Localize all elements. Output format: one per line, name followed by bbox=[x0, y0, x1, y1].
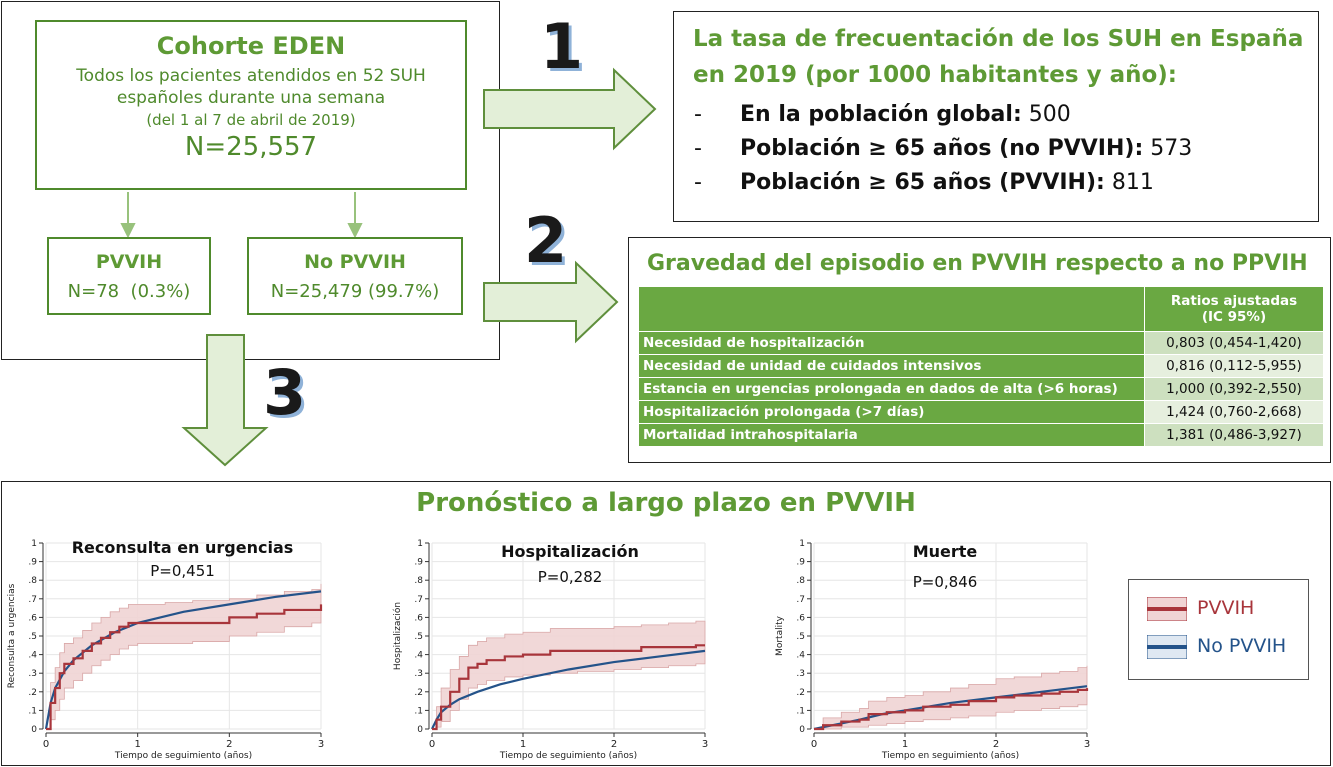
km-y-tick-label: .2 bbox=[28, 687, 37, 698]
km-y-tick-label: .9 bbox=[28, 557, 37, 568]
km-y-tick-label: 1 bbox=[417, 539, 423, 549]
km-x-tick-label: 3 bbox=[701, 739, 709, 750]
km-y-tick-label: .7 bbox=[414, 594, 423, 605]
km-ci-band-pvvih bbox=[46, 584, 321, 729]
severity-row-label: Estancia en urgencias prolongada en dados de alta (>6 horas) bbox=[639, 378, 1145, 401]
rate-item-1-value: 500 bbox=[1021, 102, 1071, 127]
km-x-tick-label: 0 bbox=[810, 739, 818, 750]
km-y-tick-label: .9 bbox=[796, 557, 805, 568]
severity-header-line1: Ratios ajustadas bbox=[1170, 293, 1298, 309]
rate-dash: - bbox=[694, 102, 702, 127]
cohort-desc-1: Todos los pacientes atendidos en 52 SUH bbox=[76, 66, 426, 86]
km-title-1: Reconsulta en urgencias bbox=[71, 538, 294, 557]
rate-title-2: en 2019 (por 1000 habitantes y año): bbox=[693, 62, 1177, 88]
severity-title: Gravedad del episodio en PVVIH respecto a no PPVIH bbox=[647, 251, 1308, 276]
km-x-axis-label: Tiempo en seguimiento (años) bbox=[881, 751, 1020, 761]
km-ci-band-pvvih bbox=[432, 621, 705, 729]
km-y-tick-label: .5 bbox=[796, 632, 805, 642]
km-x-tick-label: 1 bbox=[519, 739, 527, 750]
legend-swatch-no-pvvih bbox=[1147, 635, 1187, 659]
legend-label-no-pvvih: No PVVIH bbox=[1197, 635, 1287, 657]
severity-header-line2: (IC 95%) bbox=[1201, 309, 1267, 325]
km-title-2: Hospitalización bbox=[501, 542, 639, 561]
cohort-n: N=25,557 bbox=[184, 132, 318, 162]
severity-row-value: 1,000 (0,392-2,550) bbox=[1145, 378, 1324, 401]
km-y-tick-label: .6 bbox=[796, 613, 805, 624]
severity-row-value: 1,424 (0,760-2,668) bbox=[1145, 401, 1324, 424]
km-x-tick-label: 0 bbox=[42, 739, 50, 750]
severity-row-value: 1,381 (0,486-3,927) bbox=[1145, 424, 1324, 447]
km-y-axis-label: Hospitalización bbox=[393, 601, 403, 671]
km-y-tick-label: .7 bbox=[796, 594, 805, 605]
rate-item-2-label: Población ≥ 65 años (no PVVIH): bbox=[740, 136, 1144, 161]
km-x-tick-label: 2 bbox=[610, 739, 618, 750]
km-x-tick-label: 2 bbox=[992, 739, 1000, 750]
km-y-tick-label: .2 bbox=[796, 687, 805, 698]
km-y-tick-label: .5 bbox=[28, 632, 37, 642]
rate-item-3-value: 811 bbox=[1104, 170, 1154, 195]
step-number-2: 2 bbox=[524, 204, 568, 277]
km-x-tick-label: 3 bbox=[1083, 739, 1091, 750]
km-y-tick-label: .1 bbox=[796, 706, 805, 717]
km-y-tick-label: 1 bbox=[31, 539, 37, 549]
km-pvalue-2: P=0,282 bbox=[537, 568, 603, 586]
rate-item-1-label: En la población global: bbox=[740, 102, 1022, 127]
km-y-tick-label: .3 bbox=[28, 669, 37, 680]
severity-row-label: Necesidad de hospitalización bbox=[639, 332, 1145, 355]
km-title-3: Muerte bbox=[912, 542, 978, 561]
severity-row-value: 0,816 (0,112-5,955) bbox=[1145, 355, 1324, 378]
cohort-desc-2: españoles durante una semana bbox=[116, 88, 386, 108]
km-y-tick-label: .8 bbox=[414, 576, 423, 587]
km-y-tick-label: .1 bbox=[28, 706, 37, 717]
km-y-tick-label: .8 bbox=[796, 576, 805, 587]
km-x-tick-label: 1 bbox=[901, 739, 909, 750]
km-y-axis-label: Mortality bbox=[775, 616, 785, 656]
group-pvvih-name: PVVIH bbox=[95, 251, 163, 273]
group-no-pvvih-n: N=25,479 (99.7%) bbox=[270, 281, 440, 302]
cohort-title: Cohorte EDEN bbox=[156, 32, 346, 60]
severity-row-value: 0,803 (0,454-1,420) bbox=[1145, 332, 1324, 355]
km-x-tick-label: 2 bbox=[226, 739, 233, 750]
rate-dash: - bbox=[694, 136, 702, 161]
km-pvalue-1: P=0,451 bbox=[150, 562, 215, 580]
rate-item-3-label: Población ≥ 65 años (PVVIH): bbox=[740, 170, 1105, 195]
km-pvalue-3: P=0,846 bbox=[912, 573, 978, 591]
km-y-tick-label: 0 bbox=[417, 725, 423, 735]
km-y-tick-label: .9 bbox=[414, 557, 423, 568]
km-x-tick-label: 1 bbox=[134, 739, 141, 750]
legend-label-pvvih: PVVIH bbox=[1197, 597, 1255, 619]
step-number-1: 1 bbox=[540, 10, 584, 83]
severity-row-label: Mortalidad intrahospitalaria bbox=[639, 424, 1145, 447]
km-y-tick-label: .1 bbox=[414, 706, 423, 717]
km-y-tick-label: 0 bbox=[31, 725, 37, 735]
step-number-3: 3 bbox=[263, 356, 307, 429]
km-y-tick-label: .3 bbox=[414, 669, 423, 680]
km-y-tick-label: .4 bbox=[414, 650, 423, 661]
legend-swatch-pvvih bbox=[1147, 597, 1187, 621]
rate-dash: - bbox=[694, 170, 702, 195]
km-y-tick-label: .6 bbox=[28, 613, 37, 624]
km-y-tick-label: 0 bbox=[799, 725, 805, 735]
rate-title-1: La tasa de frecuentación de los SUH en España bbox=[693, 26, 1304, 52]
km-legend bbox=[1128, 579, 1309, 680]
km-x-axis-label: Tiempo de seguimiento (años) bbox=[499, 751, 638, 761]
km-y-tick-label: .5 bbox=[414, 632, 423, 642]
km-y-tick-label: .6 bbox=[414, 613, 423, 624]
cohort-dates: (del 1 al 7 de abril de 2019) bbox=[146, 111, 356, 129]
rate-item-2-value: 573 bbox=[1143, 136, 1193, 161]
km-y-tick-label: .4 bbox=[28, 650, 37, 661]
km-y-tick-label: .3 bbox=[796, 669, 805, 680]
km-y-tick-label: .4 bbox=[796, 650, 805, 661]
severity-row-label: Hospitalización prolongada (>7 días) bbox=[639, 401, 1145, 424]
group-pvvih-n: N=78 (0.3%) bbox=[67, 281, 191, 302]
km-x-tick-label: 3 bbox=[317, 739, 325, 750]
km-x-axis-label: Tiempo de seguimiento (años) bbox=[114, 751, 253, 761]
severity-row-label: Necesidad de unidad de cuidados intensivos bbox=[639, 355, 1145, 378]
km-y-tick-label: 1 bbox=[799, 539, 805, 549]
km-y-tick-label: .2 bbox=[414, 687, 423, 698]
km-y-tick-label: .8 bbox=[28, 576, 37, 587]
km-y-tick-label: .7 bbox=[28, 594, 37, 605]
group-no-pvvih-name: No PVVIH bbox=[304, 251, 406, 273]
km-x-tick-label: 0 bbox=[428, 739, 436, 750]
km-y-axis-label: Reconsulta a urgencias bbox=[7, 583, 17, 689]
prognosis-title: Pronóstico a largo plazo en PVVIH bbox=[416, 488, 916, 518]
